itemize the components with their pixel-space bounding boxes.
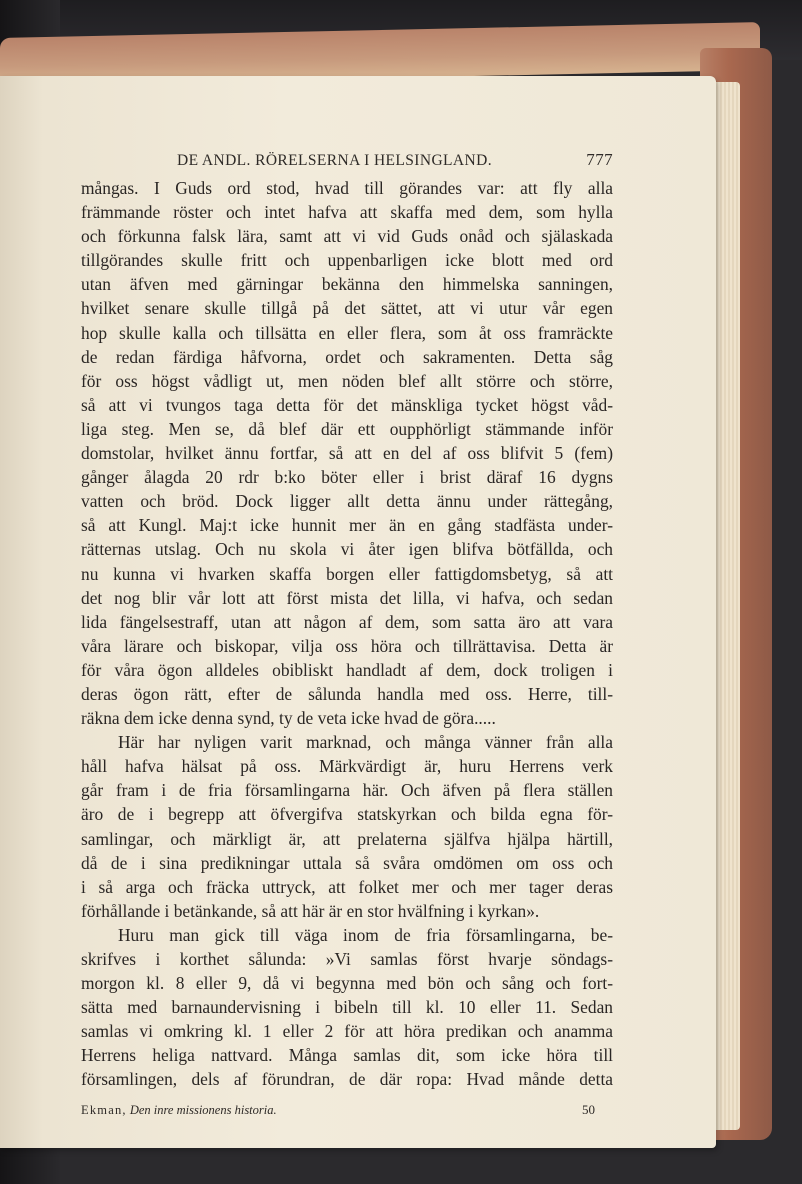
text-line: samlas vi omkring kl. 1 eller 2 för att höra predikan och anamma: [81, 1021, 613, 1042]
text-line: främmande röster och intet hafva att skaffa med dem, som hylla: [81, 202, 613, 223]
text-line: hop skulle kalla och tillsätta en eller flera, som åt oss framräckte: [81, 322, 613, 343]
text-line: Herrens heliga nattvard. Många samlas dit, som icke höra till: [81, 1045, 613, 1066]
text-line: förhållande i betänkande, så att här är en stor hvälfning i kyrkan».: [81, 900, 540, 921]
text-line: och förkunna falsk lära, samt att vi vid Guds onåd och själaskada: [81, 226, 613, 247]
page-footer: [81, 1102, 613, 1118]
text-line: tillgörandes skulle fritt och uppenbarligen icke blott med ord: [81, 250, 613, 271]
text-line: lida fängelsestraff, utan att någon af dem, som satta äro att vara: [81, 611, 613, 632]
text-line: hvilket senare skulle tillgå på det sättet, att vi utur vår egen: [81, 298, 613, 319]
text-line: rätternas utslag. Och nu skola vi åter igen blifva bötfällda, och: [81, 539, 613, 560]
footer-author: Ekman,: [81, 1102, 127, 1117]
text-line: vatten och bröd. Dock ligger allt detta ännu under rättegång,: [81, 491, 613, 512]
page-number: 777: [586, 150, 613, 169]
text-line: det nog blir vår lott att först mista det lilla, vi hafva, och sedan: [81, 587, 613, 608]
text-line: för våra ögon alldeles obibliskt handladt af dem, dock troligen i: [81, 659, 613, 680]
text-line: så att Kungl. Maj:t icke hunnit mer än en gång stadfästa under-: [81, 515, 613, 536]
text-line: räkna dem icke denna synd, ty de veta icke hvad de göra.....: [81, 708, 496, 729]
text-line: domstolar, hvilket ännu fortfar, så att en del af oss blifvit 5 (fem): [81, 443, 613, 464]
running-head: [81, 150, 613, 170]
text-line: sätta med barnaundervisning i bibeln till kl. 10 eller 11. Sedan: [81, 997, 613, 1018]
text-line: går fram i de fria församlingarna här. Och äfven på flera ställen: [81, 780, 613, 801]
text-line: håll hafva hälsat på oss. Märkvärdigt är, huru Herrens verk: [81, 756, 613, 777]
text-line: Här har nyligen varit marknad, och många vänner från alla: [118, 732, 613, 753]
body-text: [81, 176, 613, 1092]
running-head-title: DE ANDL. RÖRELSERNA I HELSINGLAND.: [177, 152, 492, 169]
text-line: utan äfven med gärningar bekänna den himmelska sanningen,: [81, 274, 613, 295]
text-line: våra lärare och biskopar, vilja oss höra och tillrättavisa. Detta är: [81, 635, 613, 656]
text-line: så att vi tvungos taga detta för det mänskliga tycket högst våd-: [81, 394, 613, 415]
text-line: mångas. I Guds ord stod, hvad till görandes var: att fly alla: [81, 178, 613, 198]
footer-citation: [81, 1103, 277, 1118]
text-line: samlingar, och märkligt är, att prelaterna själfva hjälpa härtill,: [81, 828, 613, 849]
text-line: morgon kl. 8 eller 9, då vi begynna med bön och sång och fort-: [81, 973, 613, 994]
text-line: liga steg. Men se, då blef där ett oupphörligt stämmande inför: [81, 418, 613, 439]
signature-mark: 50: [582, 1101, 595, 1117]
text-line: för oss högst vådligt ut, men nöden blef allt större och större,: [81, 370, 613, 391]
text-line: då de i sina predikningar uttala så svåra omdömen om oss och: [81, 852, 613, 873]
text-line: de redan färdiga håfvorna, ordet och sakramenten. Detta såg: [81, 346, 613, 367]
text-line: församlingen, dels af förundran, de där ropa: Hvad månde detta: [81, 1069, 613, 1090]
text-line: i så arga och fräcka uttryck, att folket mer och mer tager deras: [81, 876, 613, 897]
text-line: skrifves i korthet sålunda: »Vi samlas först hvarje söndags-: [81, 949, 613, 969]
footer-book-title: Den inre missionens historia.: [129, 1102, 277, 1117]
text-line: deras ögon rätt, efter de sålunda handla med oss. Herre, till-: [81, 683, 613, 704]
text-line: äro de i begrepp att öfvergifva statskyrkan och bilda egna för-: [81, 804, 613, 825]
text-line: gånger ålagda 20 rdr b:ko böter eller i brist däraf 16 dygns: [81, 467, 613, 488]
text-line: nu kunna vi hvarken skaffa borgen eller fattigdomsbetyg, så att: [81, 563, 613, 584]
text-line: Huru man gick till väga inom de fria församlingarna, be-: [118, 924, 613, 945]
page-text-area: [81, 150, 613, 1118]
